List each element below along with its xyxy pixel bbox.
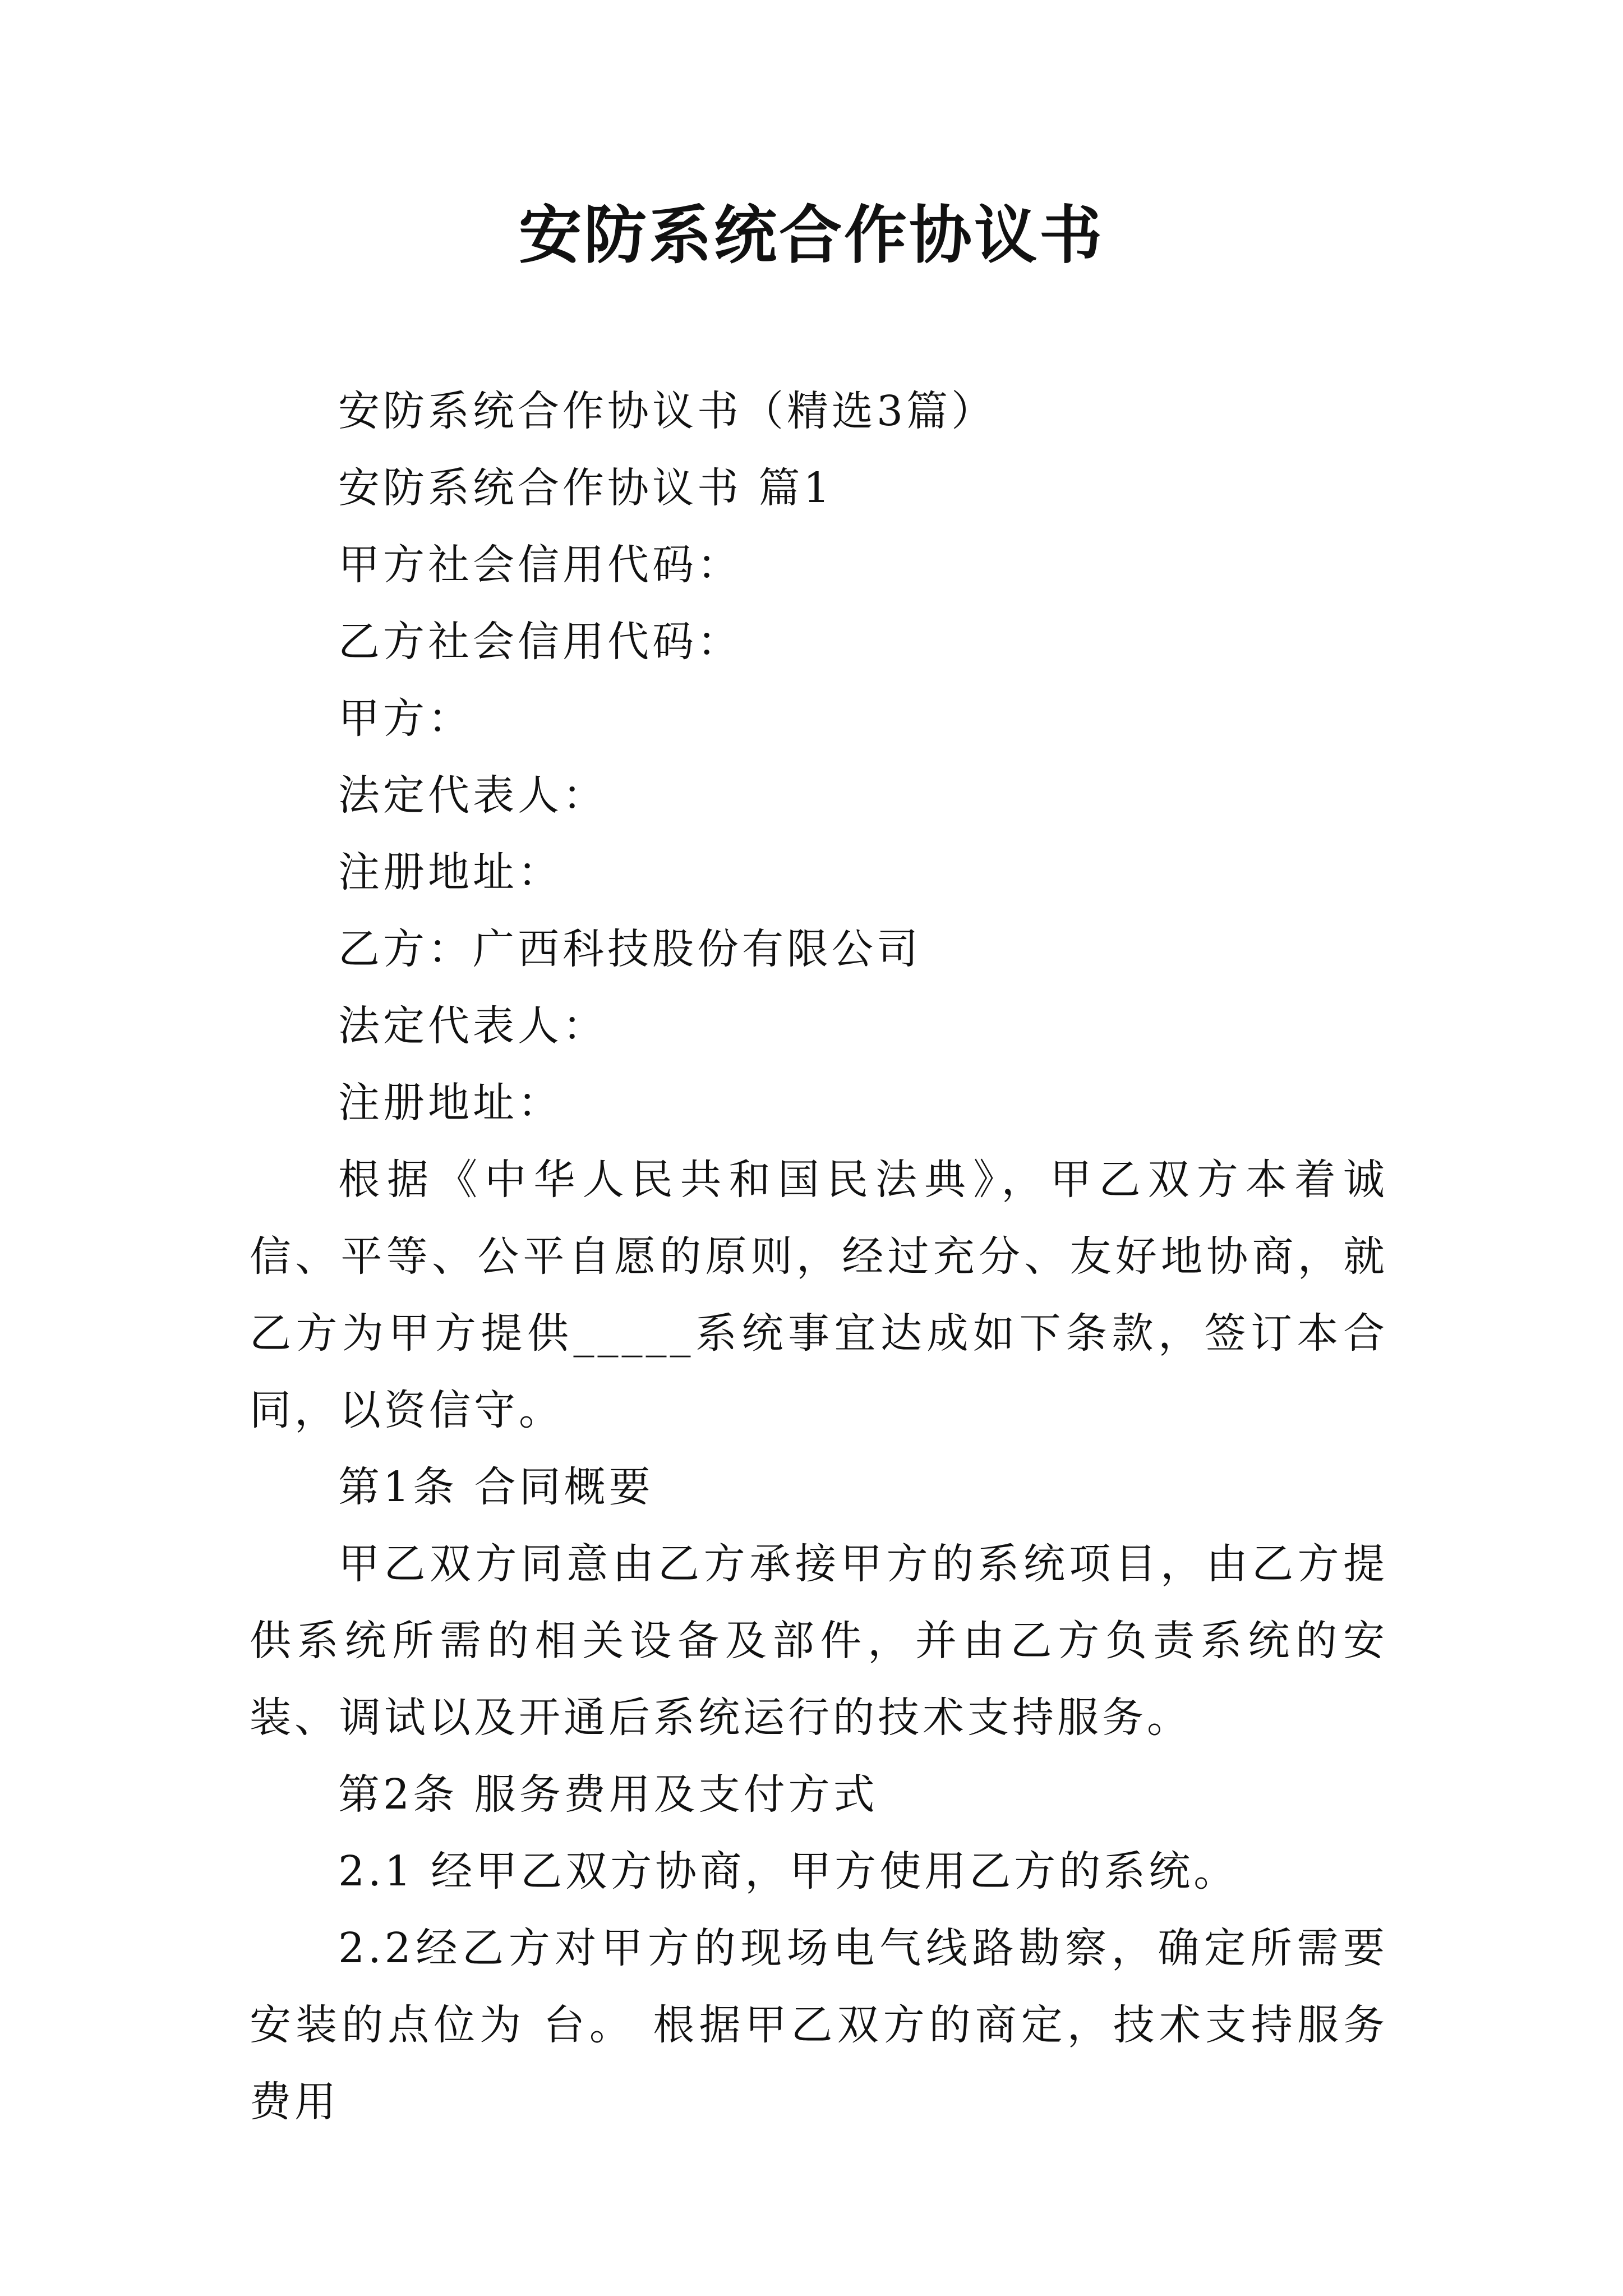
document-title: 安防系统合作协议书 (519, 199, 1104, 272)
paragraph: 甲方社会信用代码： (338, 541, 742, 589)
paragraph: 注册地址： (338, 1079, 562, 1127)
paragraph: 法定代表人： (338, 1002, 607, 1050)
paragraph: 注册地址： (338, 848, 562, 896)
paragraph: 甲方： (338, 694, 473, 743)
section-heading: 第2条 服务费用及支付方式 (338, 1770, 878, 1819)
paragraph: 乙方：广西科技股份有限公司 (338, 925, 921, 973)
paragraph: 2.1 经甲乙双方协商，甲方使用乙方的系统。 (338, 1847, 1239, 1895)
paragraph: 安防系统合作协议书 篇1 (338, 464, 833, 512)
paragraph: 甲乙双方同意由乙方承接甲方的系统项目，由乙方提供系统所需的相关设备及部件，并由乙方负责系统的安装、调试以及开通后系统运行的技术支持服务。 (250, 1540, 1388, 1742)
paragraph: 根据《中华人民共和国民法典》，甲乙双方本着诚信、平等、公平自愿的原则，经过充分、友好地协商，就乙方为甲方提供_____系统事宜达成如下条款，签订本合同，以资信守。 (250, 1156, 1388, 1434)
paragraph: 乙方社会信用代码： (338, 618, 742, 666)
paragraph: 2.2经乙方对甲方的现场电气线路勘察，确定所需要安装的点位为 台。 根据甲乙双方的商定，技术支持服务费用 (250, 1924, 1388, 2126)
document-body (250, 373, 1388, 2141)
paragraph: 法定代表人： (338, 771, 607, 820)
paragraph: 安防系统合作协议书（精选3篇） (338, 387, 997, 435)
section-heading: 第1条 合同概要 (338, 1463, 654, 1511)
